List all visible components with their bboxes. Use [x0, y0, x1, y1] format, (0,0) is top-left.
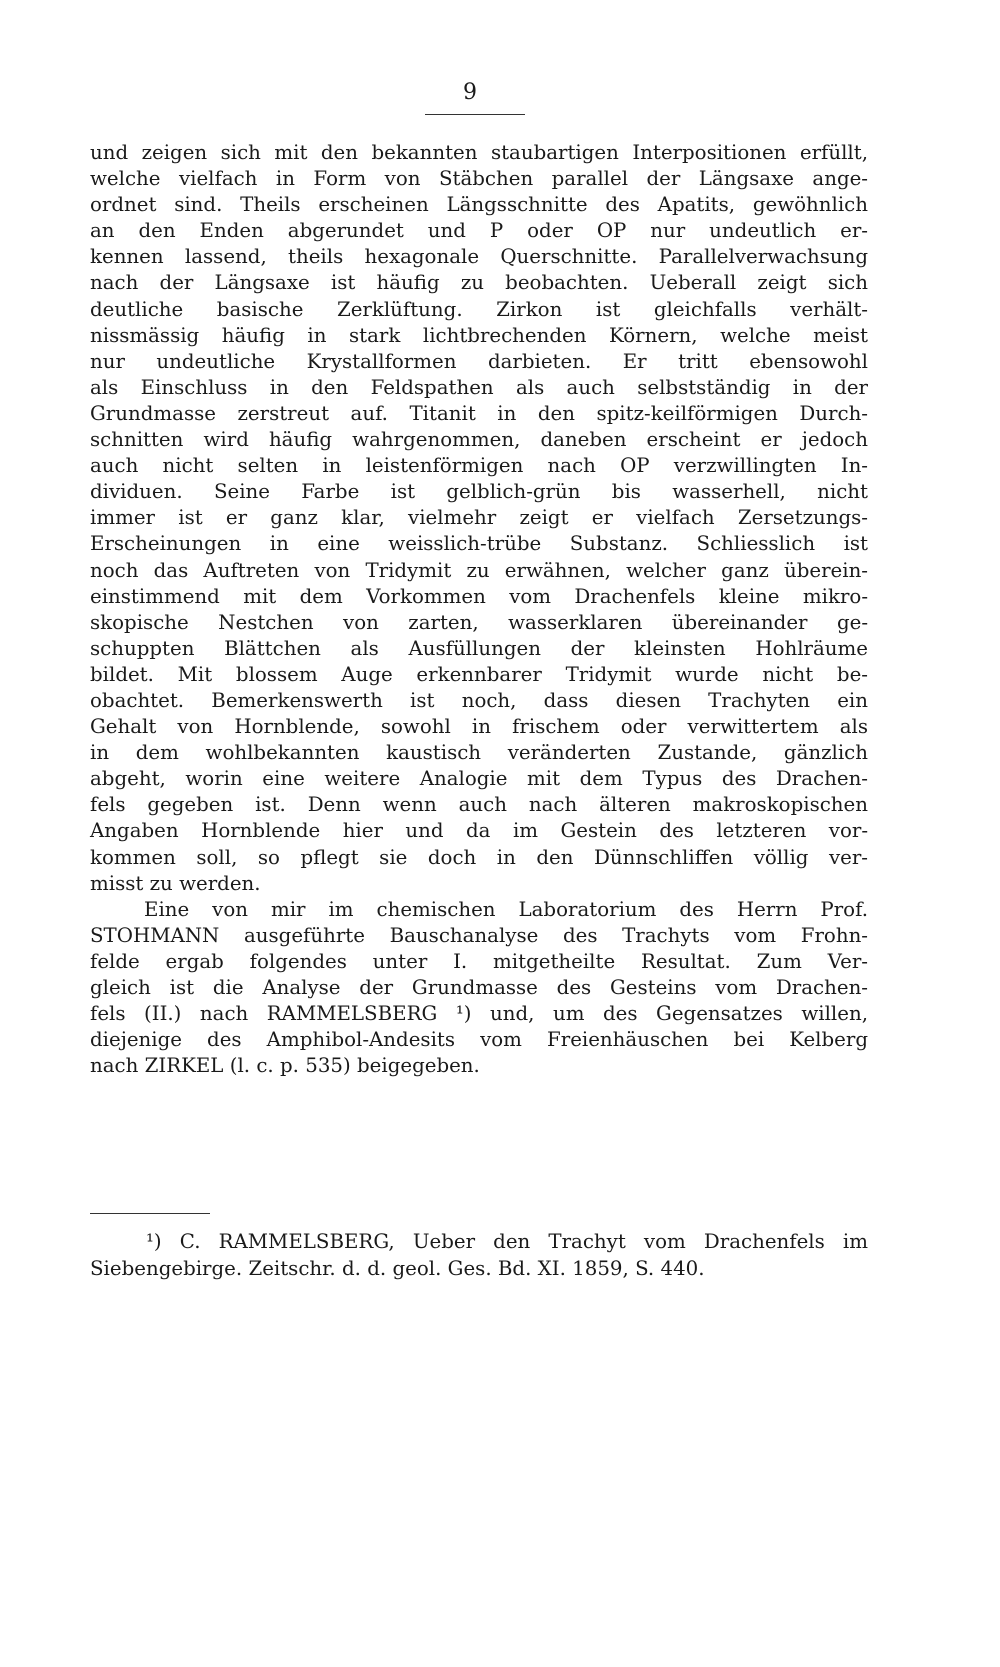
text-line: diejenige des Amphibol-Andesits vom Freienhäuschen bei Kelberg [90, 1028, 868, 1052]
text-line: dividuen. Seine Farbe ist gelblich-grün bis wasserhell, nicht [90, 480, 868, 504]
text-line: an den Enden abgerundet und P oder OP nur undeutlich er- [90, 219, 868, 243]
text-line: fels gegeben ist. Denn wenn auch nach älteren makroskopischen [90, 793, 868, 817]
footnote-line: ¹) C. RAMMELSBERG, Ueber den Trachyt vom Drachenfels im [146, 1230, 868, 1253]
text-line: kennen lassend, theils hexagonale Querschnitte. Parallelverwachsung [90, 245, 868, 269]
text-line: auch nicht selten in leistenförmigen nach OP verzwillingten In- [90, 454, 868, 478]
text-line: noch das Auftreten von Tridymit zu erwähnen, welcher ganz überein- [90, 558, 868, 582]
text-line: immer ist er ganz klar, vielmehr zeigt er vielfach Zersetzungs- [90, 506, 868, 530]
body-text [90, 140, 868, 1079]
text-line: ordnet sind. Theils erscheinen Längsschnitte des Apatits, gewöhnlich [90, 193, 868, 217]
text-line: einstimmend mit dem Vorkommen vom Drachenfels kleine mikro- [90, 584, 868, 608]
text-line: schnitten wird häufig wahrgenommen, daneben erscheint er jedoch [90, 428, 868, 452]
text-line: Gehalt von Hornblende, sowohl in frischem oder verwittertem als [90, 715, 868, 739]
text-line: obachtet. Bemerkenswerth ist noch, dass diesen Trachyten ein [90, 688, 868, 712]
text-line: skopische Nestchen von zarten, wasserklaren übereinander ge- [90, 610, 868, 634]
text-line: schuppten Blättchen als Ausfüllungen der kleinsten Hohlräume [90, 636, 868, 660]
text-line: Angaben Hornblende hier und da im Gestein des letzteren vor- [90, 819, 868, 843]
text-line: gleich ist die Analyse der Grundmasse des Gesteins vom Drachen- [90, 976, 868, 999]
text-line: bildet. Mit blossem Auge erkennbarer Tridymit wurde nicht be- [90, 662, 868, 686]
footnote-rule [90, 1213, 210, 1214]
header-rule [425, 114, 525, 115]
text-line: kommen soll, so pflegt sie doch in den Dünnschliffen völlig ver- [90, 845, 868, 869]
text-line: nach der Längsaxe ist häufig zu beobachten. Ueberall zeigt sich [90, 271, 868, 295]
text-line: Erscheinungen in eine weisslich-trübe Substanz. Schliesslich ist [90, 532, 868, 556]
text-line: und zeigen sich mit den bekannten staubartigen Interpositionen erfüllt, [90, 141, 868, 164]
text-line: fels (II.) nach RAMMELSBERG ¹) und, um des Gegensatzes willen, [90, 1002, 868, 1026]
text-line: nur undeutliche Krystallformen darbieten. Er tritt ebensowohl [90, 349, 868, 373]
text-line: als Einschluss in den Feldspathen als auch selbstständig in der [90, 375, 868, 399]
text-line: deutliche basische Zerklüftung. Zirkon ist gleichfalls verhält- [90, 297, 868, 321]
text-line: nach ZIRKEL (l. c. p. 535) beigegeben. [90, 1054, 480, 1078]
text-line: in dem wohlbekannten kaustisch veränderten Zustande, gänzlich [90, 741, 868, 765]
page-number: 9 [463, 80, 477, 105]
footnote [90, 1228, 868, 1282]
text-line: felde ergab folgendes unter I. mitgetheilte Resultat. Zum Ver- [90, 949, 868, 973]
text-line: Grundmasse zerstreut auf. Titanit in den spitz-keilförmigen Durch- [90, 401, 868, 425]
text-line: Eine von mir im chemischen Laboratorium des Herrn Prof. [144, 897, 868, 921]
text-line: abgeht, worin eine weitere Analogie mit dem Typus des Drachen- [90, 767, 868, 791]
text-line: misst zu werden. [90, 871, 261, 895]
text-line: STOHMANN ausgeführte Bauschanalyse des Trachyts vom Frohn- [90, 923, 868, 947]
text-line: nissmässig häufig in stark lichtbrechenden Körnern, welche meist [90, 323, 868, 347]
text-line: welche vielfach in Form von Stäbchen parallel der Längsaxe ange- [90, 167, 868, 191]
footnote-line: Siebengebirge. Zeitschr. d. d. geol. Ges. Bd. XI. 1859, S. 440. [90, 1257, 705, 1280]
